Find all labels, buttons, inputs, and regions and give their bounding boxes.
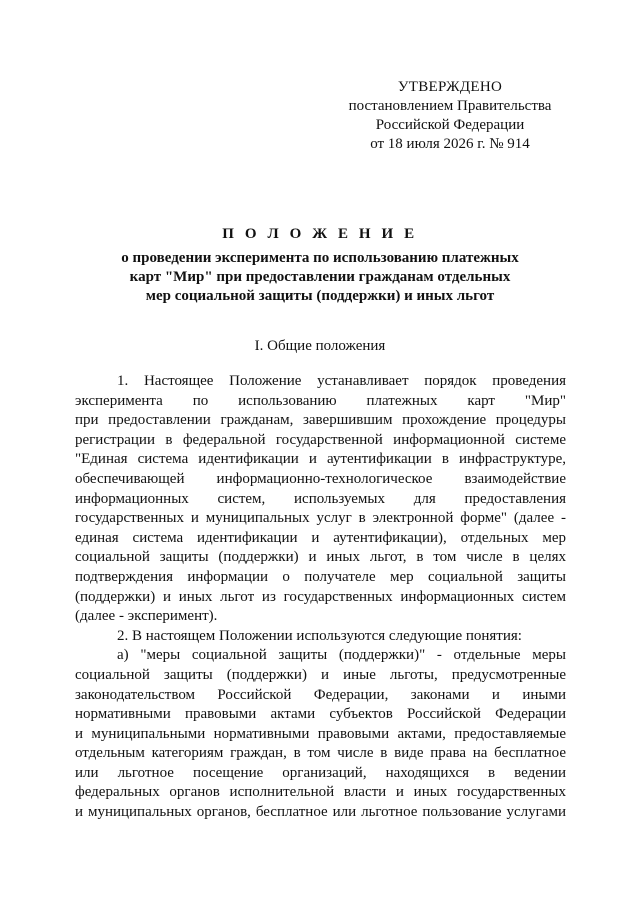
approval-heading: УТВЕРЖДЕНО (397, 79, 503, 95)
body-line: и муниципальных органов, бесплатное или льготное пользование услугами (75, 804, 566, 821)
body-line: нормативными правовыми актами субъектов Российской Федерации (75, 706, 566, 723)
body-line: (поддержки) и иных льгот из государственных информационных систем (75, 588, 566, 605)
subtitle-line: карт "Мир" при предоставлении гражданам отдельных (129, 269, 511, 285)
body-line: или льготное посещение организаций, находящихся в ведении (75, 764, 566, 781)
body-text (75, 372, 566, 823)
document-title: П О Л О Ж Е Н И Е (222, 226, 418, 242)
body-line: законодательством Российской Федерации, законами и иными (75, 686, 566, 703)
body-line: единая система идентификации и аутентификации), отдельных мер (75, 529, 566, 546)
approval-line: от 18 июля 2026 г. № 914 (370, 136, 530, 152)
body-line: 2. В настоящем Положении используются следующие понятия: (117, 627, 522, 644)
body-line: обеспечивающей информационно-технологическое взаимодействие (75, 470, 566, 487)
body-line: социальной защиты (поддержки) и иные льготы, предусмотренные (75, 666, 566, 683)
body-line: "Единая система идентификации и аутентификации в инфраструктуре, (75, 451, 566, 468)
body-line: при предоставлении гражданам, завершившим прохождение процедуры (75, 412, 566, 429)
body-line: 1. Настоящее Положение устанавливает порядок проведения (117, 373, 566, 389)
body-line: эксперимента по использованию платежных карт "Мир" (75, 392, 566, 409)
body-line: (далее - эксперимент). (75, 608, 218, 625)
approval-line: постановлением Правительства (348, 98, 552, 114)
body-line: информационных систем, используемых для предоставления (75, 490, 566, 507)
document-subtitle (0, 249, 640, 306)
body-line: отдельным категориям граждан, в том числе в виде права на бесплатное (75, 745, 566, 762)
body-line: федеральных органов исполнительной власти и иных государственных (75, 784, 566, 801)
body-line: и муниципальными нормативными правовыми актами, предоставляемые (75, 725, 566, 742)
body-line: регистрации в федеральной государственной информационной системе (75, 431, 566, 448)
body-line: социальной защиты (поддержки) и иных льгот, в том числе в целях (75, 549, 566, 566)
body-line: а) "меры социальной защиты (поддержки)" - отдельные меры (117, 647, 566, 664)
subtitle-line: мер социальной защиты (поддержки) и иных льгот (145, 288, 495, 304)
subtitle-line: о проведении эксперимента по использованию платежных (121, 250, 519, 266)
approval-stamp (330, 78, 570, 154)
body-line: подтверждения информации о получателе мер социальной защиты (75, 568, 566, 585)
approval-line: Российской Федерации (375, 117, 525, 133)
body-line: государственных и муниципальных услуг в электронной форме" (далее - (75, 510, 566, 527)
section-heading: I. Общие положения (254, 338, 386, 354)
